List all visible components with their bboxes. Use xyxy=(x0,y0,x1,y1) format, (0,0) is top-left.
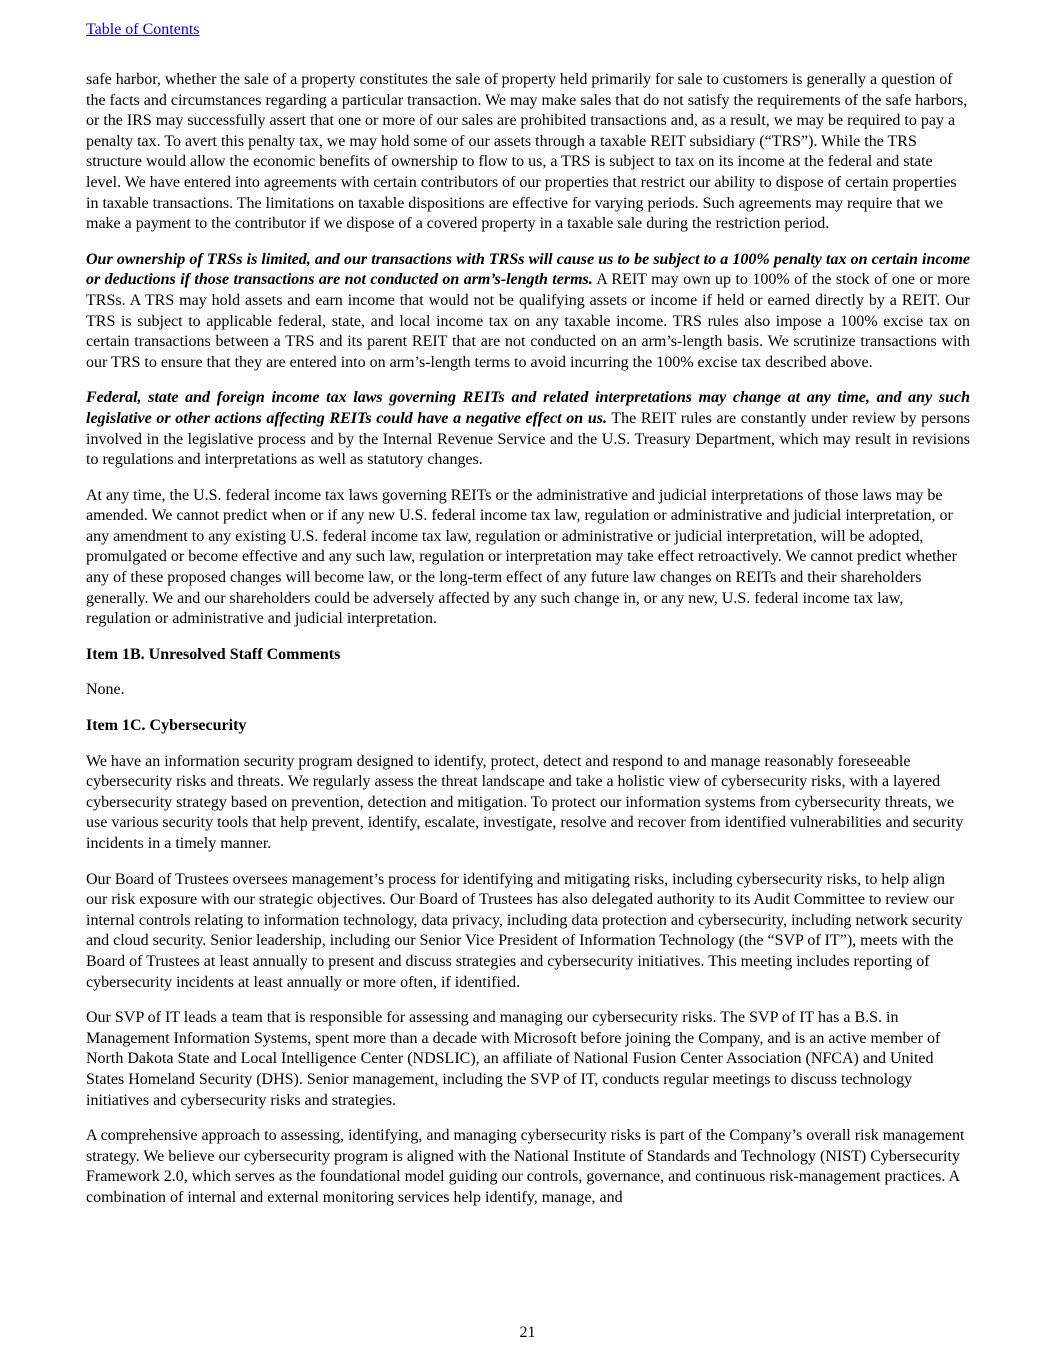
paragraph-safe-harbor: safe harbor, whether the sale of a property constitutes the sale of property held primarily for sale to customers is generally a question of the facts and circumstances regarding a particular transaction. We may make sales that do not satisfy the requirements of the safe harbors, or the IRS may successfully assert that one or more of our sales are prohibited transactions and, as a result, we may be required to pay a penalty tax. To avert this penalty tax, we may hold some of our assets through a taxable REIT subsidiary (“TRS”). While the TRS structure would allow the economic benefits of ownership to flow to us, a TRS is subject to tax on its income at the federal and state level. We have entered into agreements with certain contributors of our properties that restrict our ability to dispose of certain properties in taxable transactions. The limitations on taxable dispositions are effective for varying periods. Such agreements may require that we make a payment to the contributor if we dispose of a covered property in a taxable sale during the restriction period. xyxy=(86,71,968,233)
risk-factor-body-tax-laws: The REIT rules are constantly under review by persons involved in the legislative process and by the Internal Revenue Service and the U.S. Treasury Department, which may result in revisions to regulations and interpretations as well as statutory changes. xyxy=(86,409,970,469)
paragraph-board-oversight: Our Board of Trustees oversees management’s process for identifying and mitigating risks, including cybersecurity risks, to help align our risk exposure with our strategic objectives. Our Board of Trustees has also delegated authority to its Audit Committee to review our internal controls relating to information technology, data privacy, including data protection and cybersecurity, including network security and cloud security. Senior leadership, including our Senior Vice President of Information Technology (the “SVP of IT”), meets with the Board of Trustees at least annually to present and discuss strategies and cybersecurity initiatives. This meeting includes reporting of cybersecurity incidents at least annually or more often, if identified. xyxy=(86,870,963,991)
paragraph-trs-ownership xyxy=(86,250,970,374)
risk-factor-heading-trs: Our ownership of TRSs is limited, and our transactions with TRSs will cause us to be subject to a 100% penalty tax on certain income or deductions if those transactions are not conducted on arm’s-length terms. xyxy=(86,250,970,289)
risk-factor-body-trs: A REIT may own up to 100% of the stock of one or more TRSs. A TRS may hold assets and earn income that would not be qualifying assets or income if held or earned directly by a REIT. Our TRS is subject to applicable federal, state, and local income tax on any taxable income. TRS rules also impose a 100% excise tax on certain transactions between a TRS and its parent REIT that are not conducted on an arm’s-length basis. We scrutinize transactions with our TRS to ensure that they are entered into on arm’s-length terms to avoid incurring the 100% excise tax described above. xyxy=(86,271,971,371)
paragraph-tax-law-changes xyxy=(86,388,970,470)
risk-factor-heading-tax-laws: Federal, state and foreign income tax laws governing REITs and related interpretations may change at any time, and any such legislative or other actions affecting REITs could have a negative effect on us. xyxy=(86,389,970,427)
paragraph-tax-law-amendments: At any time, the U.S. federal income tax laws governing REITs or the administrative and judicial interpretations of those laws may be amended. We cannot predict when or if any new U.S. federal income tax law, regulation or administrative and judicial interpretation, or any amendment to any existing U.S. federal income tax law, regulation or administrative or judicial interpretation, will be adopted, promulgated or become effective and any such law, regulation or interpretation may take effect retroactively. We cannot predict whether any of these proposed changes will become law, or the long-term effect of any future law changes on REITs and their shareholders generally. We and our shareholders could be adversely affected by any such change in, or any new, U.S. federal income tax law, regulation or administrative and judicial interpretation. xyxy=(86,486,957,628)
item-1b-body: None. xyxy=(86,681,125,699)
item-1c-heading: Item 1C. Cybersecurity xyxy=(86,717,247,735)
paragraph-risk-approach: A comprehensive approach to assessing, identifying, and managing cybersecurity risks is part of the Company’s overall risk management strategy. We believe our cybersecurity program is aligned with the National Institute of Standards and Technology (NIST) Cybersecurity Framework 2.0, which serves as the foundational model guiding our controls, governance, and continuous risk-management practices. A combination of internal and external monitoring services help identify, manage, and xyxy=(86,1127,965,1206)
paragraph-security-program: We have an information security program designed to identify, protect, detect and respond to and manage reasonably foreseeable cybersecurity risks and threats. We regularly assess the threat landscape and take a holistic view of cybersecurity risks, with a layered cybersecurity strategy based on prevention, detection and mitigation. To protect our information systems from cybersecurity threats, we use various security tools that help prevent, identify, escalate, investigate, resolve and recover from identified vulnerabilities and security incidents in a timely manner. xyxy=(86,752,964,852)
paragraph-svp-it: Our SVP of IT leads a team that is responsible for assessing and managing our cybersecurity risks. The SVP of IT has a B.S. in Management Information Systems, spent more than a decade with Microsoft before joining the Company, and is an active member of North Dakota State and Local Intelligence Center (NDSLIC), an affiliate of National Fusion Center Association (NFCA) and United States Homeland Security (DHS). Senior management, including the SVP of IT, conducts regular meetings to discuss technology initiatives and cybersecurity risks and strategies. xyxy=(86,1009,941,1109)
document-body xyxy=(86,70,970,1224)
table-of-contents-link[interactable]: Table of Contents xyxy=(86,21,200,38)
page-number: 21 xyxy=(519,1324,536,1341)
item-1b-heading: Item 1B. Unresolved Staff Comments xyxy=(86,645,341,663)
